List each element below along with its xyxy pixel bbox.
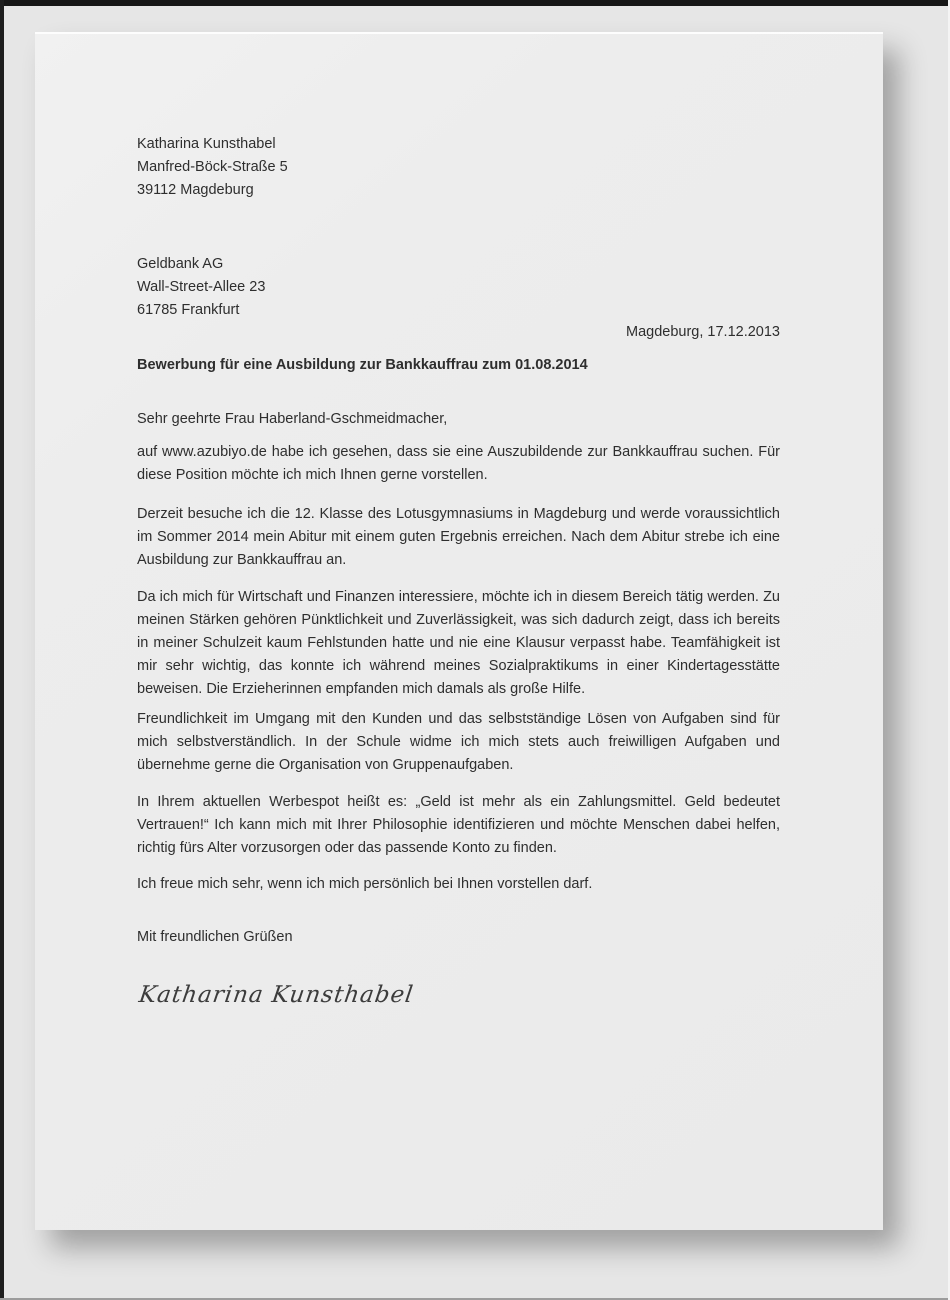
date-line: Magdeburg, 17.12.2013 xyxy=(626,324,780,340)
recipient-street: Wall-Street-Allee 23 xyxy=(137,279,266,295)
salutation: Sehr geehrte Frau Haberland-Gschmeidmacher, xyxy=(137,411,448,427)
body-paragraph: Freundlichkeit im Umgang mit den Kunden und das selbstständige Lösen von Aufgaben sind für mich selbstverständlich. In der Schule widme ich mich stets auch freiwilligen Aufgaben und übernehme gerne die Organisation von Gruppenaufgaben. xyxy=(137,711,780,773)
body-paragraph: Ich freue mich sehr, wenn ich mich persönlich bei Ihnen vorstellen darf. xyxy=(137,876,593,892)
recipient-company: Geldbank AG xyxy=(137,256,224,272)
letter-content xyxy=(137,32,780,1230)
sender-street: Manfred-Böck-Straße 5 xyxy=(137,159,288,175)
body-paragraph: auf www.azubiyo.de habe ich gesehen, dass sie eine Auszubildende zur Bankkauffrau suchen. Für diese Position möchte ich mich Ihnen gerne vorstellen. xyxy=(137,444,780,483)
body-paragraph: Da ich mich für Wirtschaft und Finanzen interessiere, möchte ich in diesem Bereich tätig werden. Zu meinen Stärken gehören Pünktlichkeit und Zuverlässigkeit, was sich dadurch zeigt, dass ich bereits in meiner Schulzeit kaum Fehlstunden hatte und nie eine Klausur verpasst habe. Teamfähigkeit ist mir sehr wichtig, das konnte ich während meines Sozialpraktikums in einer Kindertagesstätte beweisen. Die Erzieherinnen empfanden mich damals als große Hilfe. xyxy=(137,589,780,697)
subject-line: Bewerbung für eine Ausbildung zur Bankkauffrau zum 01.08.2014 xyxy=(137,357,588,373)
handwritten-signature: Katharina Kunsthabel xyxy=(137,982,416,1008)
scan-edge-left xyxy=(0,0,4,1300)
sender-name: Katharina Kunsthabel xyxy=(137,136,276,152)
sender-city: 39112 Magdeburg xyxy=(137,182,254,198)
body-paragraph: Derzeit besuche ich die 12. Klasse des Lotusgymnasiums in Magdeburg und werde voraussichtlich im Sommer 2014 mein Abitur mit einem guten Ergebnis erreichen. Nach dem Abitur strebe ich eine Ausbildung zur Bankkauffrau an. xyxy=(137,506,780,568)
scan-edge-top xyxy=(0,0,950,6)
body-paragraph: In Ihrem aktuellen Werbespot heißt es: „Geld ist mehr als ein Zahlungsmittel. Geld bedeutet Vertrauen!“ Ich kann mich mit Ihrer Philosophie identifizieren und möchte Menschen dabei helfen, richtig fürs Alter vorzusorgen oder das passende Konto zu finden. xyxy=(137,794,780,856)
recipient-address xyxy=(137,253,780,322)
closing-line: Mit freundlichen Grüßen xyxy=(137,929,293,945)
letter-page xyxy=(35,32,883,1230)
sender-address xyxy=(137,133,780,202)
recipient-city: 61785 Frankfurt xyxy=(137,302,240,318)
